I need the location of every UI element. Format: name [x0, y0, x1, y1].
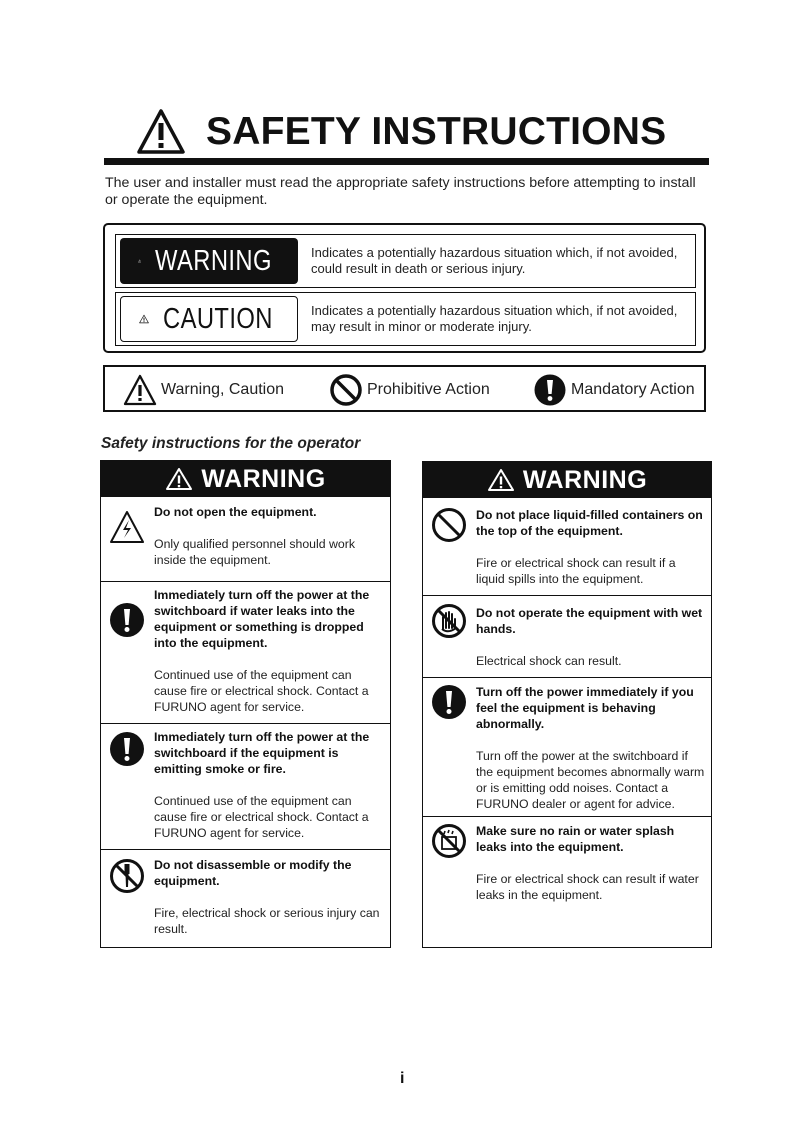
signal-word-legend	[103, 223, 706, 353]
electric-shock-icon	[109, 509, 145, 545]
column-header-label: WARNING	[201, 464, 326, 493]
item-body: Fire, electrical shock or serious injury can result.	[154, 906, 380, 936]
symbol-legend	[103, 365, 706, 412]
intro-text: The user and installer must read the appropriate safety instructions before attempting to install or operate the equipment.	[105, 175, 696, 208]
mandatory-action-icon	[533, 373, 567, 407]
item-heading: Do not operate the equipment with wet hands.	[476, 606, 703, 636]
item-body: Continued use of the equipment can cause fire or electrical shock. Contact a FURUNO agent for service.	[154, 794, 369, 840]
mandatory-action-icon	[431, 684, 467, 720]
warning-item	[423, 678, 711, 817]
warning-badge-label: WARNING	[155, 244, 273, 277]
warning-item	[423, 817, 711, 945]
warning-badge	[120, 238, 298, 284]
warning-description: Indicates a potentially hazardous situation which, if not avoided, could result in death or serious injury.	[311, 245, 678, 276]
warning-column-left	[100, 460, 391, 948]
legend-row-warning	[115, 234, 696, 288]
warning-item	[101, 497, 390, 582]
symbol-prohibitive	[329, 373, 490, 407]
column-header	[101, 461, 390, 497]
warning-triangle-icon	[165, 467, 193, 491]
item-heading: Do not place liquid-filled containers on the top of the equipment.	[476, 508, 703, 538]
title-divider	[104, 158, 709, 165]
no-water-splash-icon	[431, 823, 467, 859]
item-body: Fire or electrical shock can result if water leaks in the equipment.	[476, 872, 699, 902]
warning-item	[423, 596, 711, 678]
item-heading: Immediately turn off the power at the switchboard if the equipment is emitting smoke or fire.	[154, 730, 370, 776]
warning-item	[101, 582, 390, 724]
item-heading: Turn off the power immediately if you feel the equipment is behaving abnormally.	[476, 685, 694, 731]
caution-description: Indicates a potentially hazardous situation which, if not avoided, may result in minor or moderate injury.	[311, 303, 678, 334]
symbol-prohibitive-label: Prohibitive Action	[367, 381, 490, 398]
warning-triangle-icon	[138, 245, 141, 277]
prohibited-icon	[431, 507, 467, 543]
column-header	[423, 462, 711, 498]
caution-badge	[120, 296, 298, 342]
no-disassembly-icon	[109, 858, 145, 894]
item-heading: Make sure no rain or water splash leaks into the equipment.	[476, 824, 675, 854]
warning-triangle-icon	[139, 303, 149, 335]
symbol-mandatory-label: Mandatory Action	[571, 381, 695, 398]
column-header-label: WARNING	[522, 465, 648, 494]
item-body: Continued use of the equipment can cause fire or electrical shock. Contact a FURUNO agent for service.	[154, 668, 369, 714]
warning-item	[101, 850, 390, 946]
warning-triangle-icon	[123, 373, 157, 407]
page-title-row	[136, 104, 666, 160]
symbol-warning-caution	[123, 373, 284, 407]
warning-item	[101, 724, 390, 850]
item-body: Fire or electrical shock can result if a liquid spills into the equipment.	[476, 556, 676, 586]
item-body: Only qualified personnel should work inside the equipment.	[154, 537, 355, 567]
legend-row-caution	[115, 292, 696, 346]
symbol-warning-caution-label: Warning, Caution	[161, 381, 285, 398]
page-number: i	[400, 1070, 405, 1087]
caution-badge-label: CAUTION	[163, 302, 273, 335]
item-heading: Do not open the equipment.	[154, 505, 317, 519]
prohibited-icon	[329, 373, 363, 407]
no-wet-hands-icon	[431, 603, 467, 639]
item-body: Electrical shock can result.	[476, 654, 622, 668]
warning-triangle-icon	[136, 108, 186, 156]
warning-triangle-icon	[487, 468, 515, 492]
symbol-mandatory	[533, 373, 695, 407]
item-heading: Immediately turn off the power at the switchboard if water leaks into the equipment or something is dropped into the equipment.	[154, 588, 370, 650]
page-title: SAFETY INSTRUCTIONS	[206, 110, 667, 153]
section-heading: Safety instructions for the operator	[101, 435, 361, 452]
warning-column-right	[422, 461, 712, 948]
warning-item	[423, 498, 711, 596]
mandatory-action-icon	[109, 602, 145, 638]
item-body: Turn off the power at the switchboard if the equipment becomes abnormally warm or is emitting odd noises. Contact a FURUNO dealer or agent for advice.	[476, 749, 705, 811]
mandatory-action-icon	[109, 731, 145, 767]
item-heading: Do not disassemble or modify the equipment.	[154, 858, 352, 888]
